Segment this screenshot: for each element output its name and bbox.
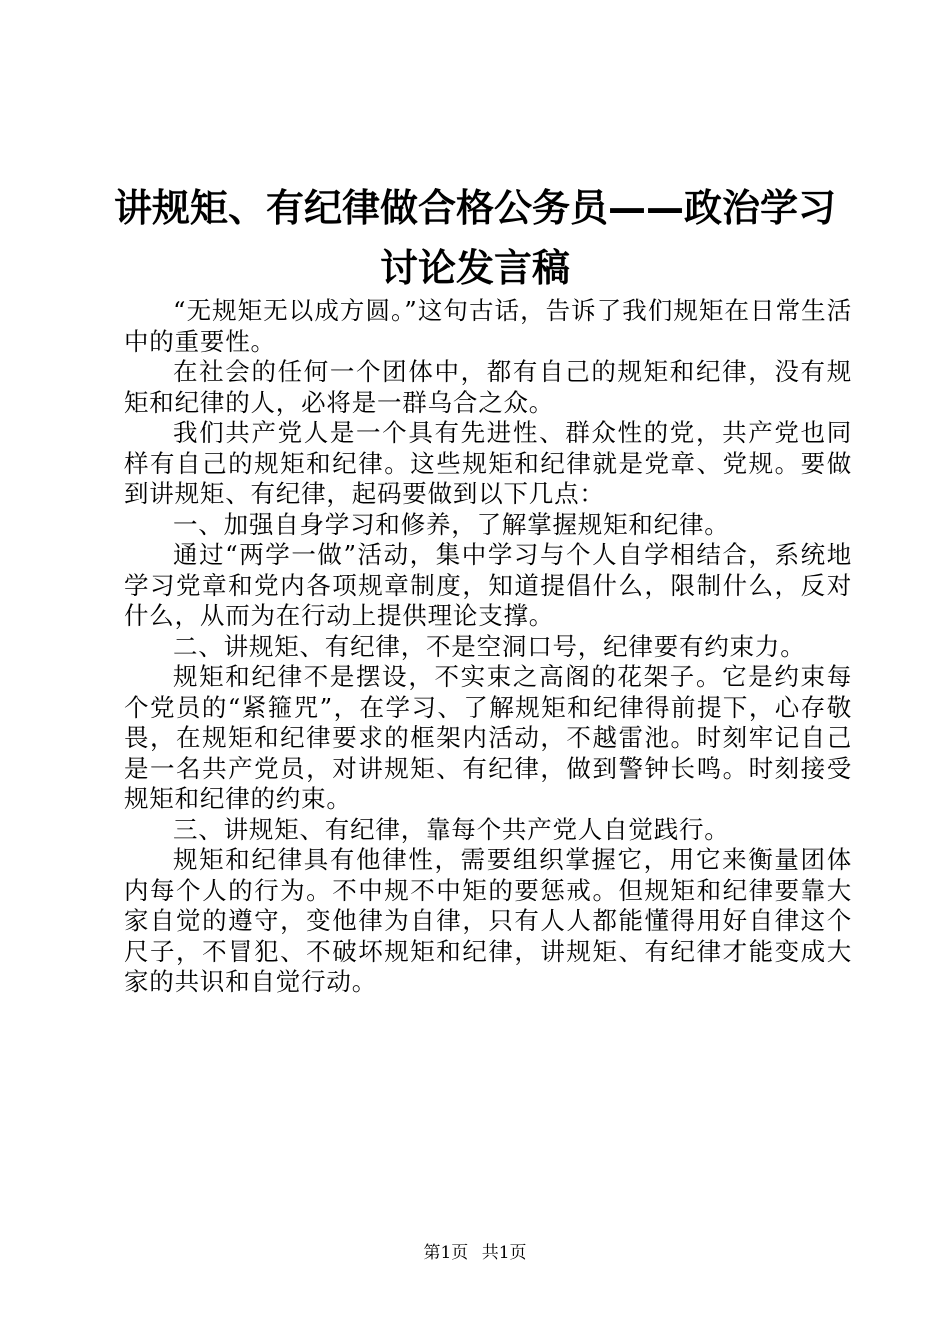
document-body [124,296,852,998]
paragraph: 规矩和纪律具有他律性，需要组织掌握它，用它来衡量团体内每个人的行为。不中规不中矩的要惩戒。但规矩和纪律要靠大家自觉的遵守，变他律为自律，只有人人都能懂得用好自律这个尺子，不冒犯、不破坏规矩和纪律，讲规矩、有纪律才能变成大家的共识和自觉行动。 [124,845,852,996]
paragraph: 我们共产党人是一个具有先进性、群众性的党，共产党也同样有自己的规矩和纪律。这些规矩和纪律就是党章、党规。要做到讲规矩、有纪律，起码要做到以下几点： [124,418,852,508]
page-total: 共1页 [481,1243,527,1263]
paragraph: 通过“两学一做”活动，集中学习与个人自学相结合，系统地学习党章和党内各项规章制度，知道提倡什么，限制什么，反对什么，从而为在行动上提供理论支撑。 [124,540,852,630]
paragraph: 在社会的任何一个团体中，都有自己的规矩和纪律，没有规矩和纪律的人，必将是一群乌合之众。 [124,357,852,417]
section-heading: 一、加强自身学习和修养，了解掌握规矩和纪律。 [173,509,730,539]
document-title: 讲规矩、有纪律做合格公务员——政治学习讨论发言稿 [113,186,836,290]
paragraph: 规矩和纪律不是摆设，不实束之高阁的花架子。它是约束每个党员的“紧箍咒”，在学习、了解规矩和纪律得前提下，心存敬畏，在规矩和纪律要求的框架内活动，不越雷池。时刻牢记自己是一名共产党员，对讲规矩、有纪律，做到警钟长鸣。时刻接受规矩和纪律的约束。 [124,662,852,813]
page-footer [0,1242,950,1264]
section-heading: 二、讲规矩、有纪律，不是空洞口号，纪律要有约束力。 [173,631,806,661]
section-heading: 三、讲规矩、有纪律，靠每个共产党人自觉践行。 [173,814,730,844]
page-number: 第1页 [423,1243,469,1263]
paragraph: “无规矩无以成方圆。”这句古话，告诉了我们规矩在日常生活中的重要性。 [124,296,852,356]
